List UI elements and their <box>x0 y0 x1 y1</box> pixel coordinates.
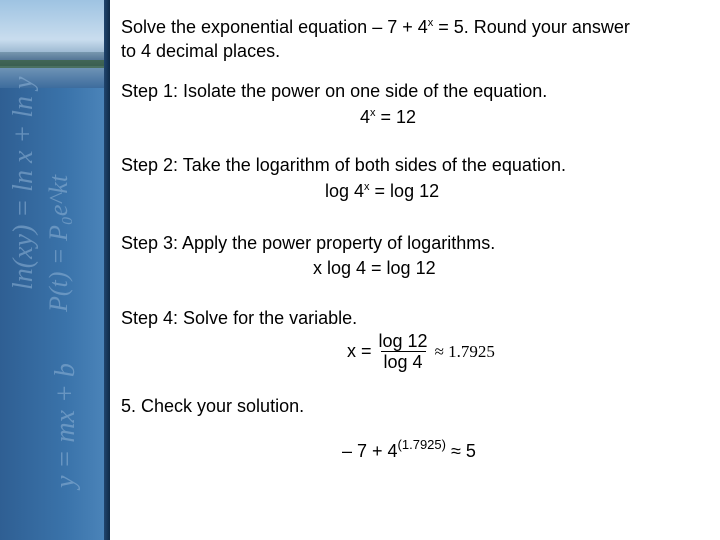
step2-heading: Step 2: Take the logarithm of both sides of the equation. <box>121 155 566 175</box>
watermark-line-equation: y = mx + b <box>50 363 81 488</box>
approx-symbol: ≈ <box>450 441 461 461</box>
step5-heading: 5. Check your solution. <box>121 396 305 416</box>
step5-equation: – $7 + 4^{(1.7925)} \approx 5$ <box>342 437 476 461</box>
step2-equation: $\log 4^x = \log 12$ <box>325 181 440 201</box>
shoreline <box>0 60 110 68</box>
fraction-numerator: log 12 <box>378 331 428 351</box>
step1-equation: $4^x = 12$ <box>360 107 417 127</box>
approx-result: ≈ 1.7925 <box>434 341 495 361</box>
problem-statement-line2: to 4 decimal places. <box>121 41 281 61</box>
step3-heading: Step 3: Apply the power property of logarithms. <box>121 233 496 253</box>
step4-heading: Step 4: Solve for the variable. <box>121 308 358 328</box>
step4-equation: x = $\frac{\log 12}{\log 4}$ ≈ 1.7925 <box>347 331 495 372</box>
fraction <box>376 331 431 372</box>
step1-heading: Step 1: Isolate the power on one side of the equation. <box>121 81 548 101</box>
problem-statement-line1: Solve the exponential equation – $7 + 4^x = 5$. Round your answer <box>121 17 630 37</box>
step3-equation: x log 4 = log 12 <box>313 258 436 278</box>
watermark-log-identity: ln(xy) = ln x + ln y <box>8 76 39 290</box>
fraction-denominator: log 4 <box>381 351 426 372</box>
sidebar-border <box>104 0 110 540</box>
watermark-growth-formula: P(t) = P₀e^kt <box>44 174 73 312</box>
landscape-photo <box>0 0 110 88</box>
exponent-x: x <box>427 17 434 29</box>
decorative-sidebar <box>0 0 110 540</box>
